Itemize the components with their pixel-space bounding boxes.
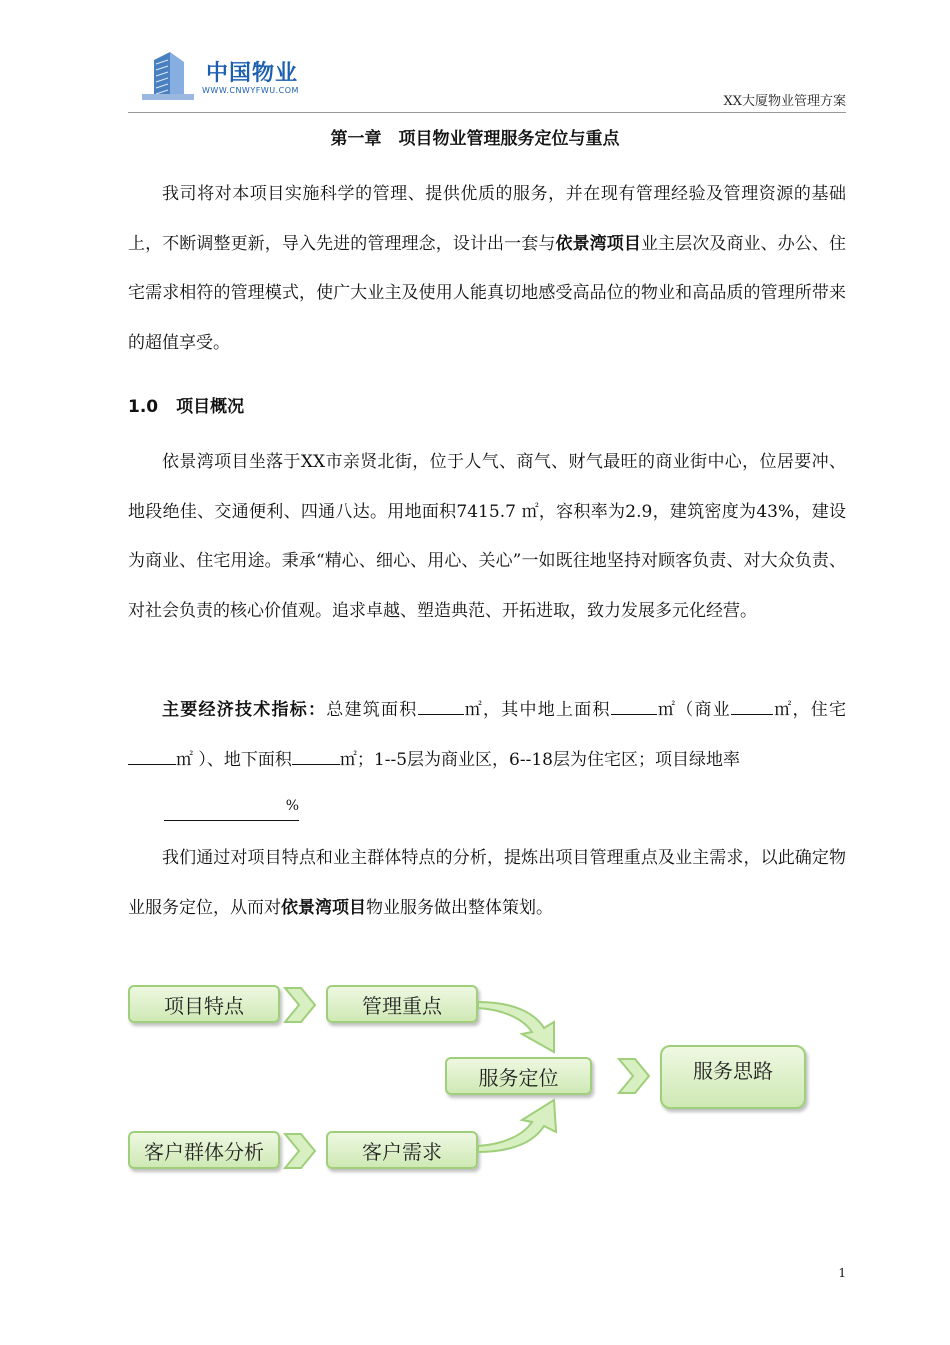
intro-paragraph: 我司将对本项目实施科学的管理、提供优质的服务，并在现有管理经验及管理资源的基础上，不断调整更新，导入先进的管理理念，设计出一套与依景湾项目业主层次及商业、办公、住宅需求相符的管理模式，使广大业主及使用人能真切地感受高品位的物业和高品质的管理所带来的超值享受。 [128, 184, 847, 353]
company-logo [140, 50, 310, 105]
chapter-title: 第一章 项目物业管理服务定位与重点 [330, 129, 620, 149]
section-title: 项目概况 [176, 397, 245, 417]
flow-box-service-approach: 服务思路 [660, 1045, 806, 1109]
overview-paragraph: 依景湾项目坐落于XX市亲贤北街，位于人气、商气、财气最旺的商业街中心，位居要冲、地段绝佳、交通便利、四通八达。用地面积7415.7 ㎡，容积率为2.9，建筑密度为43%，建设为商业、住宅用途。秉承“精心、细心、用心、关心”一如既往地坚持对顾客负责、对大众负责、对社会负责的核心价值观。追求卓越、塑造典范、开拓进取，致力发展多元化经营。 [128, 452, 846, 621]
page-number: 1 [838, 1266, 846, 1280]
section-heading [128, 392, 262, 417]
building-icon [140, 50, 196, 102]
curved-arrow-down-icon [476, 1000, 566, 1060]
green-rate-blank: % [164, 798, 299, 821]
header-divider [128, 112, 846, 113]
logo-text: 中国物业 [206, 61, 299, 86]
flow-box-management-focus: 管理重点 [326, 985, 478, 1023]
chevron-right-icon [283, 1131, 317, 1171]
section-number: 1.0 [128, 397, 159, 417]
chevron-right-icon [617, 1056, 651, 1096]
curved-arrow-up-icon [476, 1090, 566, 1156]
flow-box-customer-analysis: 客户群体分析 [128, 1131, 280, 1169]
project-name-2: 依景湾项目 [281, 897, 366, 918]
flow-box-project-features: 项目特点 [128, 985, 280, 1023]
chevron-right-icon [283, 985, 317, 1025]
indicators-label: 主要经济技术指标： [162, 700, 327, 720]
flow-box-service-positioning: 服务定位 [445, 1057, 592, 1095]
project-name: 依景湾项目 [555, 233, 641, 254]
logo-url: WWW.CNWYFWU.COM [202, 86, 299, 95]
document-header-title: XX大厦物业管理方案 [723, 94, 846, 109]
indicators-paragraph: 主要经济技术指标：总建筑面积 ㎡，其中地上面积 ㎡（商业 ㎡，住宅㎡ ）、地下面积 ㎡；1--5层为商业区，6--18层为住宅区；项目绿地率 [128, 686, 846, 785]
conclusion-paragraph: 我们通过对项目特点和业主群体特点的分析，提炼出项目管理重点及业主需求，以此确定物业服务定位，从而对依景湾项目物业服务做出整体策划。 [128, 848, 846, 918]
flow-box-customer-needs: 客户需求 [326, 1131, 478, 1169]
